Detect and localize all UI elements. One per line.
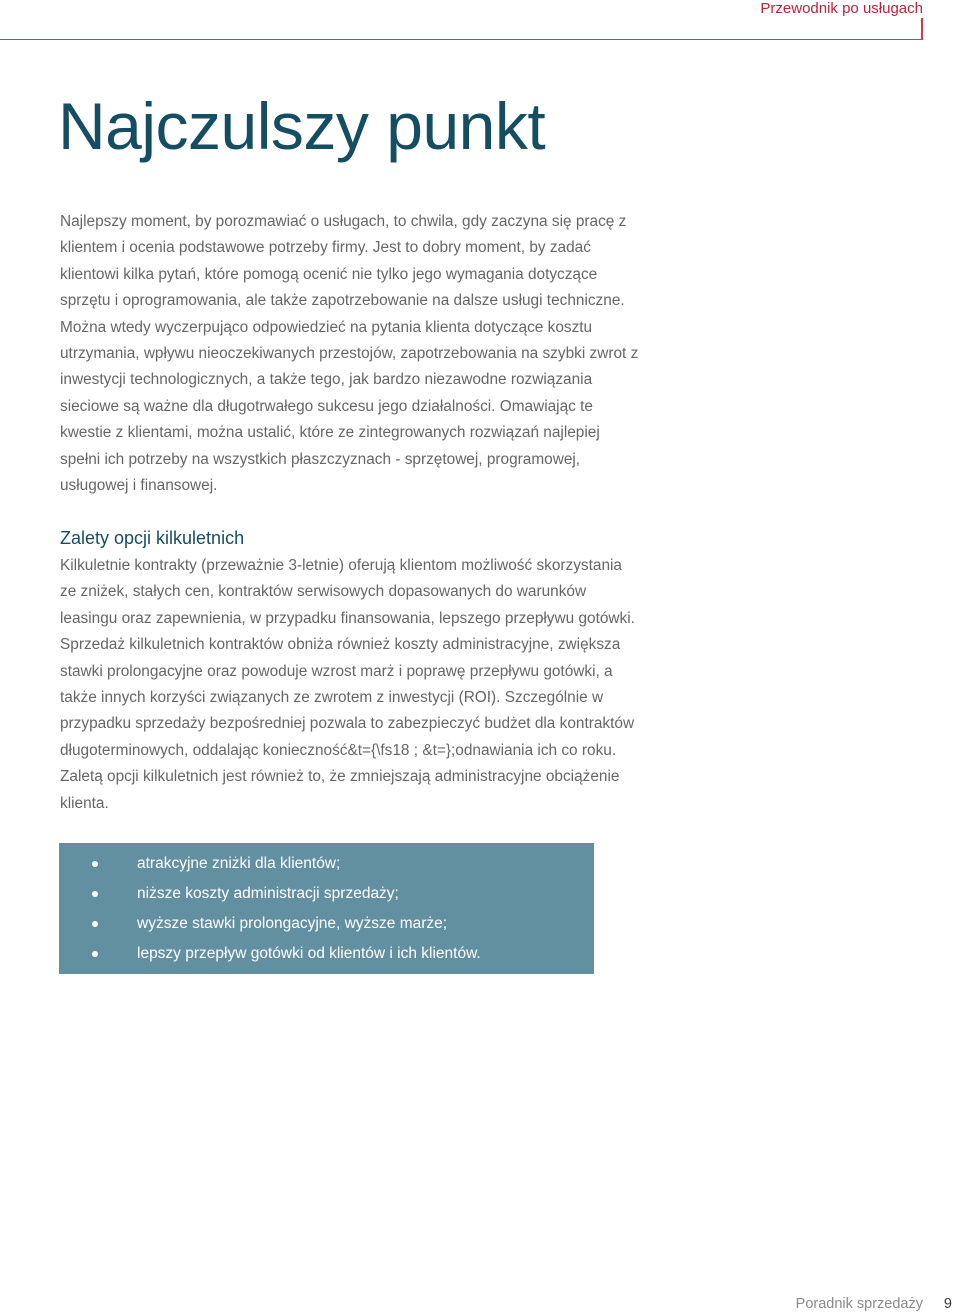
header-rule-tick [921,18,923,40]
benefit-item [59,879,594,909]
section-heading: Zalety opcji kilkuletnich [60,528,245,548]
benefit-text: atrakcyjne zniżki dla klientów; [137,855,341,872]
footer-label: Poradnik sprzedaży [795,1296,923,1312]
benefit-text: lepszy przepływ gotówki od klientów i ich klientów. [137,945,481,962]
benefits-list [59,849,594,969]
page-title: Najczulszy punkt [58,89,546,163]
benefit-text: niższe koszty administracji sprzedaży; [137,885,399,902]
benefits-box [59,843,594,974]
header-section-label: Przewodnik po usługach [760,0,923,17]
intro-paragraph: Najlepszy moment, by porozmawiać o usługach, to chwila, gdy zaczyna się pracę z klientem i ocenia podstawowe potrzeby firmy. Jest to dobry moment, by zadać klientowi kilka pytań, które pomogą ocenić nie tylko jego wymagania dotyczące sprzętu i oprogramowania, ale także zapotrzebowanie na dalsze usługi techniczne. Można wtedy wyczerpująco odpowiedzieć na pytania klienta dotyczące kosztu utrzymania, wpływu nieoczekiwanych przestojów, zapotrzebowania na szybki zwrot z inwestycji technologicznych, a także tego, jak bardzo niezawodne rozwiązania sieciowe są ważne dla długotrwałego sukcesu jego działalności. Omawiając te kwestie z klientami, można ustalić, które ze zintegrowanych rozwiązań najlepiej spełni ich potrzeby na wszystkich płaszczyznach - sprzętowej, programowej, usługowej i finansowej. [60,213,639,495]
benefit-text: wyższe stawki prolongacyjne, wyższe marże; [137,915,448,932]
benefit-item [59,939,594,969]
header-rule [0,39,923,40]
bullet-icon [92,891,98,897]
page-number: 9 [943,1296,952,1312]
benefit-item [59,909,594,939]
benefit-item [59,849,594,879]
bullet-icon [92,861,98,867]
bullet-icon [92,921,98,927]
section-paragraph: Kilkuletnie kontrakty (przeważnie 3-letnie) oferują klientom możliwość skorzystania ze zniżek, stałych cen, kontraktów serwisowych dopasowanych do warunków leasingu oraz zapewnienia, w przypadku finansowania, lepszego przepływu gotówki. Sprzedaż kilkuletnich kontraktów obniża również koszty administracyjne, zwiększa stawki prolongacyjne oraz powoduje wzrost marż i poprawę przepływu gotówki, a także innych korzyści związanych ze zwrotem z inwestycji (ROI). Szczególnie w przypadku sprzedaży bezpośredniej pozwala to zabezpieczyć budżet dla kontraktów długoterminowych, oddalając konieczność&t={\fs18 ; &t=};odnawiania ich co roku. Zaletą opcji kilkuletnich jest również to, że zmniejszają administracyjne obciążenie klienta. [60,557,635,812]
bullet-icon [92,951,98,957]
